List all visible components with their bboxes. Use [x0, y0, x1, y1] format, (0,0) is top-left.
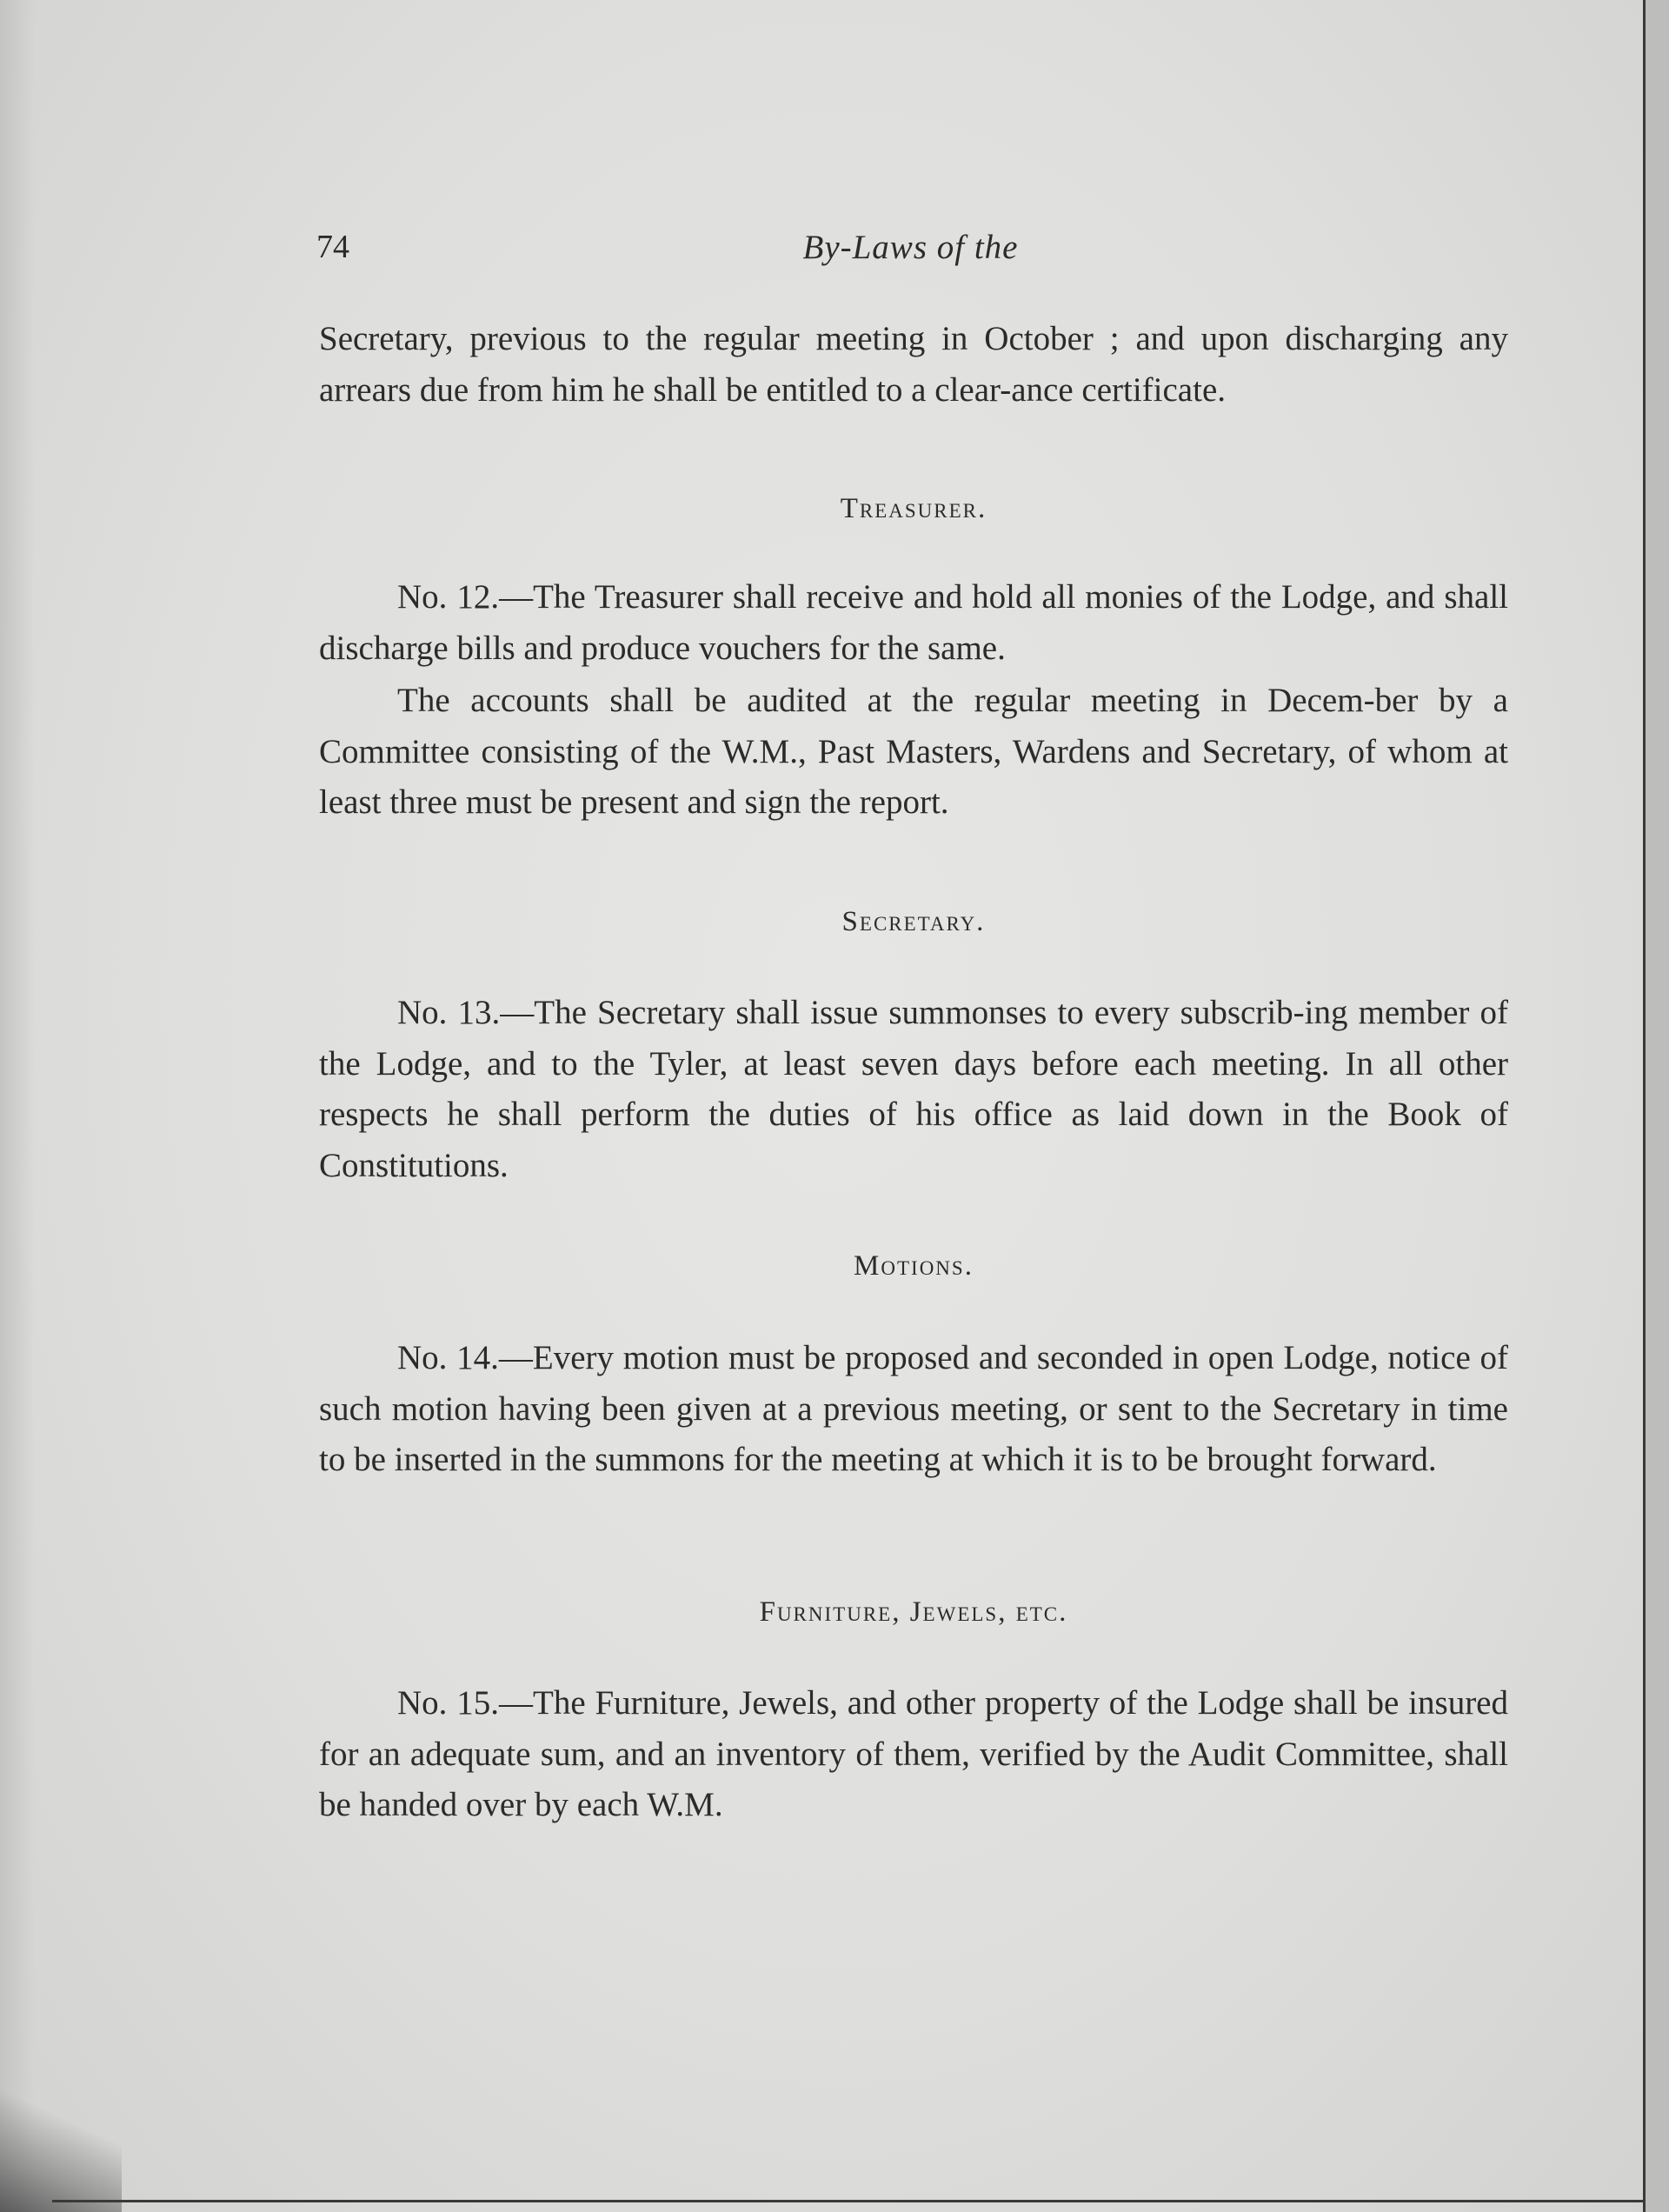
running-header: [313, 228, 1508, 280]
paragraph-rule-13: No. 13.—The Secretary shall issue summonses to every subscrib-ing member of the Lodge, and to the Tyler, at least seven days before each meeting. In all other respects he shall perform the duties of his office as laid down in the Book of Constitutions.: [319, 994, 1508, 1184]
heading-motions: Motions.: [854, 1250, 974, 1282]
paragraph-rule-12-accounts: The accounts shall be audited at the regular meeting in Decem-ber by a Committee consisting of the W.M., Past Masters, Wardens and Secretary, of whom at least three must be present and sign the report.: [319, 682, 1508, 821]
page-edge-bottom: [52, 2200, 1646, 2202]
heading-secretary: Secretary.: [841, 906, 986, 937]
page-number: 74: [316, 229, 349, 265]
page-shadow: [0, 0, 35, 2212]
heading-furniture-jewels: Furniture, Jewels, etc.: [759, 1596, 1068, 1628]
paragraph-rule-12: No. 12.—The Treasurer shall receive and hold all monies of the Lodge, and shall discharge bills and produce vouchers for the same.: [319, 578, 1508, 667]
page-edge-right-margin: [1646, 0, 1669, 2212]
heading-treasurer: Treasurer.: [840, 493, 987, 524]
running-title: By-Laws of the: [802, 229, 1019, 266]
paragraph-rule-15: No. 15.—The Furniture, Jewels, and other property of the Lodge shall be insured for an adequate sum, and an inventory of them, verified by the Audit Committee, shall be handed over by each W.M.: [319, 1684, 1508, 1823]
paragraph-intro: Secretary, previous to the regular meeting in October ; and upon discharging any arrears due from him he shall be entitled to a clear-ance certificate.: [319, 320, 1508, 409]
paragraph-rule-14: No. 14.—Every motion must be proposed and seconded in open Lodge, notice of such motion having been given at a previous meeting, or sent to the Secretary in time to be inserted in the summons for the meeting at which it is to be brought forward.: [319, 1339, 1508, 1478]
corner-shadow: [0, 2078, 122, 2212]
page-edge-right: [1643, 0, 1646, 2212]
